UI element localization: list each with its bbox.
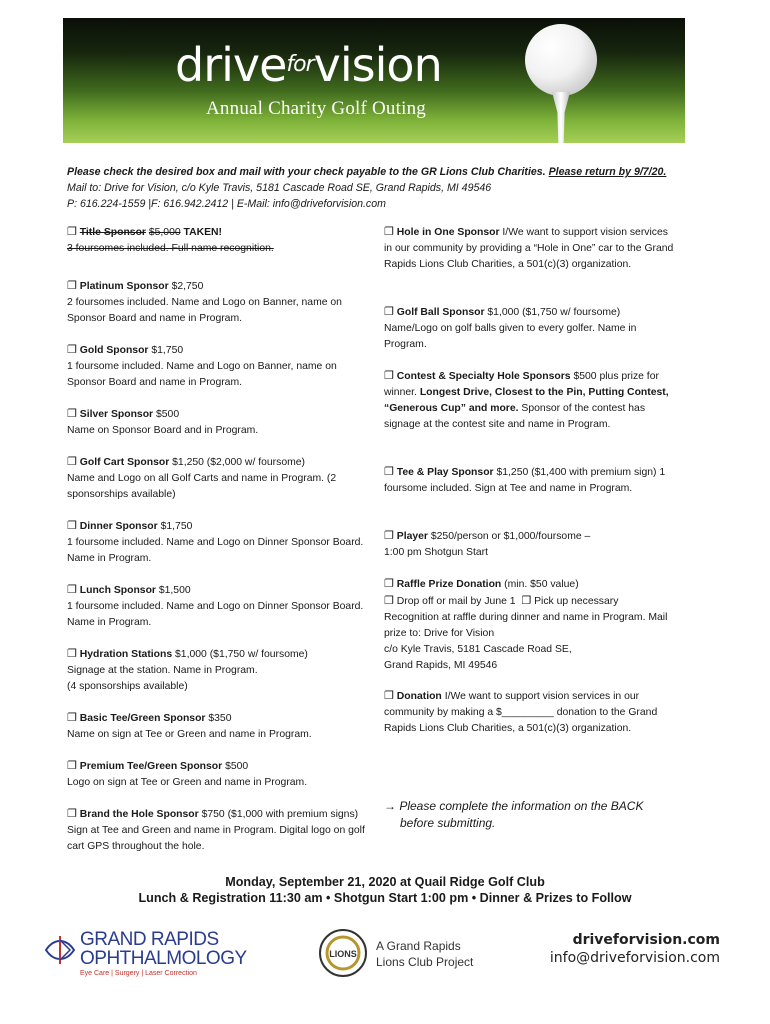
golf-cart-sponsor-option: ❐ Golf Cart Sponsor $1,250 ($2,000 w/ foursome) Name and Logo on all Golf Carts and name in Program. (2 sponsorships available) [67,456,337,500]
contest-sponsor-option: ❐ Contest & Specialty Hole Sponsors $500 plus prize for winner. Longest Drive, Closest to the Pin, Putting Contest, “Generous Cup” and more. Sponsor of the contest has signage at the contest site and name in Program. [384,370,669,430]
sponsorship-options-left [67,224,367,855]
raffle-prize-option: ❐ Raffle Prize Donation (min. $50 value) ❐ Drop off or mail by June 1 ❐ Pick up necessary Recognition at raffle during dinner and name in Program. Mail prize to: Drive for Vision c/o Kyle Travis, 5181 Cascade Road SE, Grand Rapids, MI 49546 [384,578,668,671]
checkbox[interactable]: ❐ [67,226,77,238]
return-date: Please return by 9/7/20. [548,166,667,178]
player-option: ❐ Player $250/person or $1,000/foursome – 1:00 pm Shotgun Start [384,530,591,558]
event-date-location: Monday, September 21, 2020 at Quail Ridge Golf Club [225,875,545,889]
checkbox[interactable]: ❐ [521,595,532,607]
contact-info: P: 616.224-1559 |F: 616.942.2412 | E-Mail: info@driveforvision.com [67,198,386,210]
eye-logo-icon [44,932,76,968]
checkbox[interactable]: ❐ [384,530,394,542]
checkbox[interactable]: ❐ [67,648,77,660]
banner-subtitle: Annual Charity Golf Outing [206,98,426,119]
donation-option: ❐ Donation I/We want to support vision services in our community by making a $_________ donation to the Grand Rapids Lions Club Charities, a 501(c)(3) organization. [384,690,658,734]
title-sponsor-option: ❐ Title Sponsor $5,000 TAKEN! 3 foursomes included. Full name recognition. [67,226,274,254]
lunch-sponsor-option: ❐ Lunch Sponsor $1,500 1 foursome included. Name and Logo on Dinner Sponsor Board. Name in Program. [67,584,364,628]
checkbox[interactable]: ❐ [384,370,394,382]
checkbox[interactable]: ❐ [384,578,394,590]
hydration-stations-option: ❐ Hydration Stations $1,000 ($1,750 w/ foursome) Signage at the station. Name in Program. (4 sponsorships available) [67,648,308,692]
checkbox[interactable]: ❐ [67,520,77,532]
checkbox[interactable]: ❐ [67,712,77,724]
hole-in-one-option: ❐ Hole in One Sponsor I/We want to support vision services in our community by providing a “Hole in One” car to the Grand Rapids Lions Club Charities, a 501(c)(3) organization. [384,226,674,270]
silver-sponsor-option: ❐ Silver Sponsor $500 Name on Sponsor Board and in Program. [67,408,259,436]
gold-sponsor-option: ❐ Gold Sponsor $1,750 1 foursome included. Name and Logo on Banner, name on Sponsor Board and name in Program. [67,344,337,388]
checkbox[interactable]: ❐ [67,808,77,820]
lions-seal-icon [318,928,368,978]
checkbox[interactable]: ❐ [384,226,394,238]
golf-ball-sponsor-option: ❐ Golf Ball Sponsor $1,000 ($1,750 w/ foursome) Name/Logo on golf balls given to every golfer. Name in Program. [384,306,637,350]
header-banner [63,18,685,143]
taken-label: TAKEN! [183,227,223,238]
brand-the-hole-option: ❐ Brand the Hole Sponsor $750 ($1,000 with premium signs) Sign at Tee and Green and name in Program. Digital logo on golf cart GPS throughout the hole. [67,808,365,852]
sponsorship-options-right [384,224,674,832]
website-link[interactable]: driveforvision.com [572,932,720,948]
complete-back-note: → Please complete the information on the BACK before submitting. [384,799,644,830]
checkbox[interactable]: ❐ [384,690,394,702]
premium-tee-green-option: ❐ Premium Tee/Green Sponsor $500 Logo on sign at Tee or Green and name in Program. [67,760,308,788]
event-schedule: Lunch & Registration 11:30 am • Shotgun Start 1:00 pm • Dinner & Prizes to Follow [138,891,632,905]
checkbox[interactable]: ❐ [67,584,77,596]
checkbox[interactable]: ❐ [67,344,77,356]
email-link[interactable]: info@driveforvision.com [549,950,720,966]
lions-club-logo: LIONS A Grand Rapids Lions Club Project [318,928,488,978]
checkbox[interactable]: ❐ [67,408,77,420]
tee-play-sponsor-option: ❐ Tee & Play Sponsor $1,250 ($1,400 with premium sign) 1 foursome included. Sign at Tee and name in Program. [384,466,666,494]
grand-rapids-ophthalmology-logo: GRAND RAPIDS OPHTHALMOLOGY Eye Care | Surgery | Laser Correction [44,930,274,978]
instructions [67,164,707,212]
drive-for-vision-logo: drive$^{for}$vision [175,38,442,92]
mailing-address: Mail to: Drive for Vision, c/o Kyle Travis, 5181 Cascade Road SE, Grand Rapids, MI 49546 [67,182,492,194]
golf-ball-image [525,24,597,96]
platinum-sponsor-option: ❐ Platinum Sponsor $2,750 2 foursomes included. Name and Logo on Banner, name on Sponsor Board and name in Program. [67,280,342,324]
checkbox[interactable]: ❐ [67,760,77,772]
basic-tee-green-option: ❐ Basic Tee/Green Sponsor $350 Name on sign at Tee or Green and name in Program. [67,712,312,740]
golf-tee-image [552,92,570,143]
instructions-line-1: Please check the desired box and mail with your check payable to the GR Lions Club Charities. Please return by 9/7/20. [67,166,667,178]
drive-for-vision-contact [540,932,720,966]
checkbox[interactable]: ❐ [67,280,77,292]
checkbox[interactable]: ❐ [384,466,394,478]
checkbox[interactable]: ❐ [67,456,77,468]
dinner-sponsor-option: ❐ Dinner Sponsor $1,750 1 foursome included. Name and Logo on Dinner Sponsor Board. Name in Program. [67,520,364,564]
checkbox[interactable]: ❐ [384,306,394,318]
checkbox[interactable]: ❐ [384,595,394,607]
svg-text:LIONS: LIONS [329,949,357,959]
